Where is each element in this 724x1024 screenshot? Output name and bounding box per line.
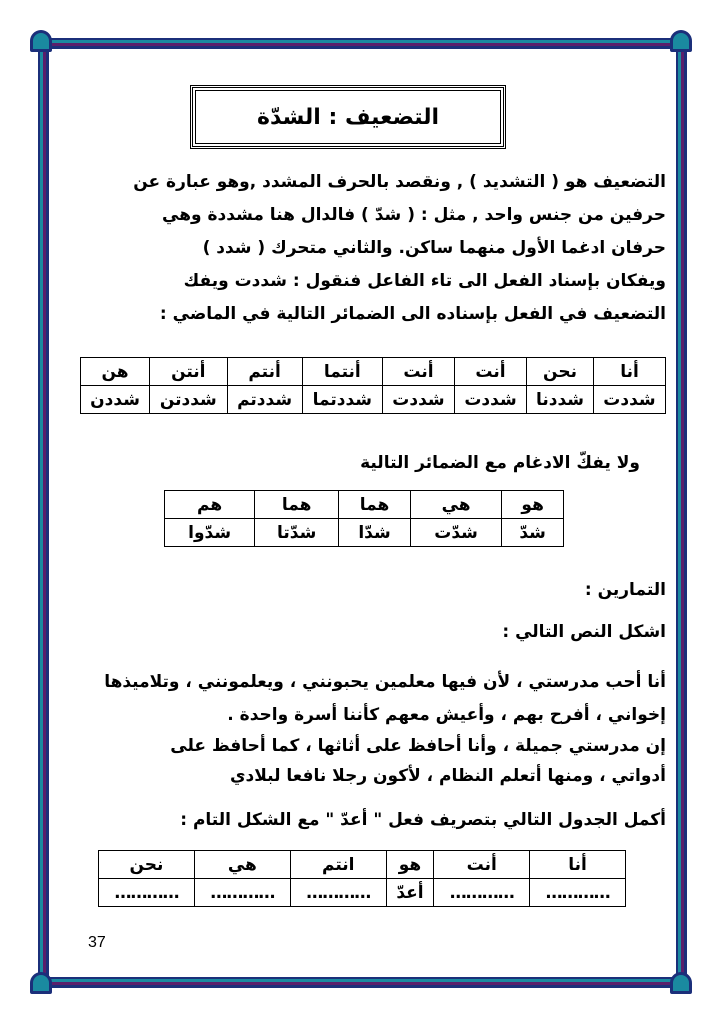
table-cell: هو — [502, 491, 564, 519]
table-row-verbs — [81, 386, 666, 414]
table-cell: شددت — [454, 386, 526, 414]
table-row-pronouns — [165, 491, 564, 519]
table-cell: أنتما — [302, 358, 382, 386]
table-cell: أنتم — [227, 358, 302, 386]
answer-blank[interactable]: ………… — [530, 879, 626, 907]
table-cell: شددن — [81, 386, 150, 414]
frame-corner-ornament — [30, 972, 52, 994]
table-cell: شددتن — [150, 386, 227, 414]
conjugation-table-split — [80, 357, 666, 414]
definition-line-5: التضعيف في الفعل بإسناده الى الضمائر التالية في الماضي : — [159, 304, 666, 324]
table-cell: أنت — [382, 358, 454, 386]
exercise-text-line: أدواتي ، ومنها أتعلم النظام ، لأكون رجلا نافعا لبلادي — [229, 766, 666, 786]
table-cell: أنتن — [150, 358, 227, 386]
table-cell: شدّتا — [255, 519, 339, 547]
table-cell: شدّت — [410, 519, 501, 547]
definition-line-1: التضعيف هو ( التشديد ) , ونقصد بالحرف المشدد ,وهو عبارة عن — [133, 172, 666, 192]
table-cell: أنت — [454, 358, 526, 386]
table-cell: شدّ — [502, 519, 564, 547]
table-row-pronouns — [99, 851, 626, 879]
worksheet-page — [60, 60, 666, 980]
definition-line-4: ويفكان بإسناد الفعل الى تاء الفاعل فنقول : شددت ويفك — [183, 271, 666, 291]
exercises-heading: التمارين : — [584, 580, 666, 600]
table-cell: نحن — [527, 358, 594, 386]
table-cell: هي — [410, 491, 501, 519]
conjugation-table-merged — [164, 490, 564, 547]
exercise-text-line: أنا أحب مدرستي ، لأن فيها معلمين يحبونني ، ويعلمونني ، وتلاميذها — [104, 672, 666, 692]
answer-blank[interactable]: ………… — [194, 879, 290, 907]
table-cell: شددتما — [302, 386, 382, 414]
table-cell: هو — [386, 851, 434, 879]
frame-corner-ornament — [30, 30, 52, 52]
table-cell: هي — [194, 851, 290, 879]
table-cell: أنا — [593, 358, 665, 386]
page-title: التضعيف : الشدّة — [190, 85, 506, 149]
page-number: 37 — [88, 934, 106, 951]
frame-right-border — [676, 40, 687, 988]
table-row-pronouns — [81, 358, 666, 386]
frame-top-border — [40, 38, 686, 49]
definition-line-3: حرفان ادغما الأول منهما ساكن. والثاني متحرك ( شدد ) — [202, 238, 666, 258]
answer-blank[interactable]: ………… — [290, 879, 386, 907]
exercise-conjugation-table — [98, 850, 626, 907]
table-cell: هما — [339, 491, 411, 519]
exercise-text-line: إخواني ، أفرح بهم ، وأعيش معهم كأننا أسرة واحدة . — [227, 705, 666, 725]
table-cell: أعدّ — [386, 879, 434, 907]
table-cell: نحن — [99, 851, 195, 879]
table-cell: شددت — [593, 386, 665, 414]
table-row-answers — [99, 879, 626, 907]
frame-corner-ornament — [670, 30, 692, 52]
table-cell: شددت — [382, 386, 454, 414]
table-row-verbs — [165, 519, 564, 547]
table-cell: شدّوا — [165, 519, 255, 547]
table-cell: انتم — [290, 851, 386, 879]
exercise-2-instruction: أكمل الجدول التالي بتصريف فعل " أعدّ " مع الشكل التام : — [180, 810, 666, 830]
table-cell: هم — [165, 491, 255, 519]
table-cell: أنا — [530, 851, 626, 879]
table-cell: هما — [255, 491, 339, 519]
no-idgham-heading: ولا يفكّ الادغام مع الضمائر التالية — [360, 453, 640, 473]
definition-line-2: حرفين من جنس واحد , مثل : ( شدّ ) فالدال هنا مشددة وهي — [162, 205, 666, 225]
answer-blank[interactable]: ………… — [99, 879, 195, 907]
frame-corner-ornament — [670, 972, 692, 994]
exercise-1-instruction: اشكل النص التالي : — [502, 622, 666, 642]
table-cell: هن — [81, 358, 150, 386]
table-cell: شددتم — [227, 386, 302, 414]
table-cell: أنت — [434, 851, 530, 879]
exercise-text-line: إن مدرستي جميلة ، وأنا أحافظ على أثاثها ، كما أحافظ على — [170, 736, 666, 756]
table-cell: شددنا — [527, 386, 594, 414]
frame-left-border — [38, 40, 49, 988]
answer-blank[interactable]: ………… — [434, 879, 530, 907]
table-cell: شدّا — [339, 519, 411, 547]
